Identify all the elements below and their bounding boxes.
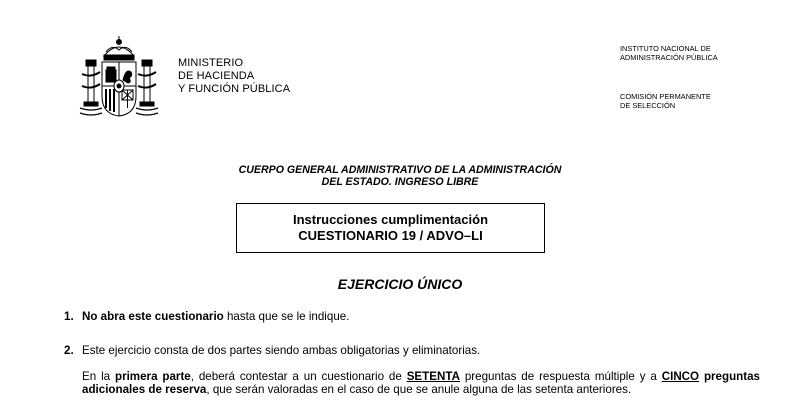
comision-line-2: DE SELECCIÓN	[620, 101, 676, 110]
para-text-1: En la	[82, 370, 115, 383]
para-bold-2: preguntas adicionales de reserva	[82, 370, 761, 396]
item-2-paragraph	[82, 370, 760, 396]
item-number: 1.	[64, 310, 74, 323]
para-underlined-2: CINCO	[661, 370, 700, 383]
ministry-line-2: DE HACIENDA	[178, 70, 255, 82]
comision-line-1: COMISIÓN PERMANENTE	[620, 92, 711, 101]
inap-line-2: ADMINISTRACIÓN PÚBLICA	[620, 53, 718, 62]
ejercicio-heading: EJERCICIO ÚNICO	[337, 276, 463, 292]
instructions-box	[236, 203, 545, 253]
instruction-item-1	[64, 310, 764, 323]
para-underlined-1: SETENTA	[406, 370, 460, 383]
item-1-bold: No abra este cuestionario	[82, 310, 224, 323]
para-text-2: , deberá contestar a un cuestionario de	[190, 370, 407, 383]
instructions-box-line-2: CUESTIONARIO 19 / ADVO–LI	[298, 228, 483, 243]
ministry-line-1: MINISTERIO	[178, 57, 244, 69]
para-bold-1: primera parte	[114, 370, 191, 383]
para-text-3: preguntas de respuesta múltiple y a	[459, 370, 662, 383]
spain-coat-of-arms-icon	[78, 34, 160, 120]
instructions-box-line-1: Instrucciones cumplimentación	[292, 212, 489, 227]
item-1-text: hasta que se le indique.	[223, 310, 350, 323]
cuerpo-line-2: DEL ESTADO. INGRESO LIBRE	[321, 176, 479, 188]
item-2-text: Este ejercicio consta de dos partes siendo ambas obligatorias y eliminatorias.	[82, 344, 481, 357]
ministry-line-3: Y FUNCIÓN PÚBLICA	[178, 83, 291, 95]
cuerpo-title	[150, 164, 650, 188]
item-number: 2.	[64, 344, 74, 357]
inap-name	[620, 44, 718, 62]
para-text-4: , que serán valoradas en el caso de que se anule alguna de las setenta anteriores.	[206, 383, 632, 396]
inap-line-1: INSTITUTO NACIONAL DE	[620, 44, 711, 53]
comision-name	[620, 92, 711, 110]
ministry-name	[178, 57, 290, 96]
cuerpo-line-1: CUERPO GENERAL ADMINISTRATIVO DE LA ADMINISTRACIÓN	[238, 164, 562, 176]
instruction-item-2	[64, 344, 764, 357]
